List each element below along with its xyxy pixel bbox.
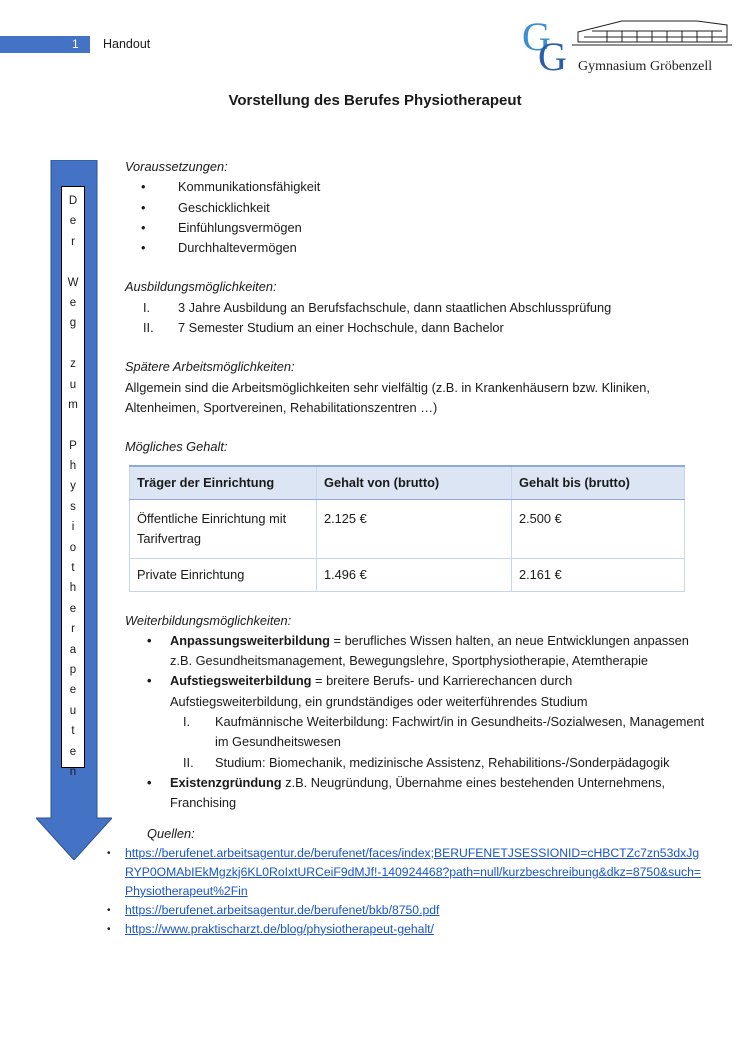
weiterbildung-sublist [170,712,705,773]
school-name: Gymnasium Gröbenzell [578,59,713,74]
voraussetzungen-list [125,177,705,258]
list-item [125,298,705,318]
school-logo [522,12,744,78]
table-row [130,558,685,591]
vertical-text [62,191,84,782]
table-header: Träger der Einrichtung [130,466,317,500]
list-item [125,773,705,814]
building-icon [572,21,732,45]
arrow-letter: P [69,439,77,452]
list-text: 3 Jahre Ausbildung an Berufsfachschule, dann staatlichen Abschlussprüfung [178,299,612,315]
weiterbildung-heading: Weiterbildungsmöglichkeiten: [125,612,292,628]
table-cell: 2.500 € [512,499,685,558]
gehalt-heading: Mögliches Gehalt: [125,439,228,455]
logo-letter-g2: G [538,34,567,78]
table-cell: Öffentliche Einrichtung mit Tarifvertrag [130,499,317,558]
page-number: 1 [72,37,79,51]
arrow-letter: e [69,296,77,309]
arrow-letter: e [69,745,77,758]
arbeit-text: Allgemein sind die Arbeitsmöglichkeiten sehr vielfältig (z.B. in Krankenhäusern bzw. Kliniken, Altenheimen, Sportvereinen, Rehabilitationszentren …) [125,379,650,415]
arrow-letter: t [71,725,75,738]
list-item: • Kommunikationsfähigkeit [125,177,705,197]
arrow-letter: r [71,235,75,248]
arrow-letter: D [68,195,78,207]
item-text: = breitere Berufs- und Karrierechancen durch Aufstiegsweiterbildung, ein grundständiges oder weiterführendes Studium [170,673,588,709]
arrow-letter: e [69,602,77,615]
arrow-letter: W [67,276,79,289]
arbeit-heading: Spätere Arbeitsmöglichkeiten: [125,359,295,375]
arrow-letter: u [69,704,77,717]
arrow-letter: o [69,541,77,554]
list-text: Kaufmännische Weiterbildung: Fachwirt/in in Gesundheits-/Sozialwesen, Management im Gesundheitswesen [215,714,705,750]
table-header: Gehalt von (brutto) [317,466,512,500]
list-item [115,844,705,901]
source-link[interactable]: https://www.praktischarzt.de/blog/physiotherapeut-gehalt/ [125,921,434,936]
arrow-letter: i [71,521,75,534]
list-item: • Einfühlungsvermögen [125,218,705,238]
arrow-letter: e [69,684,77,697]
item-text: z.B. Neugründung, Übernahme eines bestehenden Unternehmens, Franchising [170,774,666,811]
arrow-letter: e [69,215,77,228]
arrow-letter: p [69,663,77,676]
weiterbildung-list [125,631,705,814]
arrow-letter: h [69,582,77,595]
arrow-text-box [61,186,85,778]
arrow-letter: s [70,500,76,513]
page-title: Vorstellung des Berufes Physiotherapeut [228,92,522,109]
list-number: II. [143,320,154,336]
list-number: II. [183,754,194,770]
source-links [125,844,705,939]
arrow-letter: n [69,765,77,778]
list-item: • Durchhaltevermögen [125,238,705,258]
arrow-letter [62,334,84,354]
source-link[interactable]: https://berufenet.arbeitsagentur.de/berufenet/bkb/8750.pdf [125,902,440,917]
arrow-letter: t [71,562,75,575]
list-item [115,920,705,939]
arrow-letter: y [70,480,76,493]
table-cell: 2.125 € [317,499,512,558]
source-link[interactable]: https://berufenet.arbeitsagentur.de/berufenet/faces/index;BERUFENETJSESSIONID=cHBCTZc7zn53dxJgRYP0OMAbIEkMgzkj6KL0RoIxtURCeiF9dMJf!-140924468?path=null/kurzbeschreibung&dkz=8750&such=Physiotherapeut%2Fin [125,845,701,898]
list-item [115,901,705,920]
table-header: Gehalt bis (brutto) [512,466,685,500]
list-item [125,318,705,338]
ausbildung-list [125,298,705,339]
list-item [170,712,705,753]
arrow-letter: a [69,643,77,656]
logo-letter-g1: G [522,14,551,59]
list-text: Studium: Biomechanik, medizinische Assistenz, Rehabilitions-/Sonderpädagogik [215,754,670,770]
arrow-letter: z [70,358,76,371]
quellen-heading: Quellen: [147,825,195,841]
table-cell: 1.496 € [317,558,512,591]
list-item [170,753,705,773]
list-item [125,671,705,772]
arrow-letter: r [71,623,75,636]
item-text: = berufliches Wissen halten, an neue Entwicklungen anpassen z.B. Gesundheitsmanagement, Bewegungslehre, Sportphysiotherapie, Atemtherapie [170,632,689,669]
arrow-letter [62,415,84,435]
table-cell: Private Einrichtung [130,558,317,591]
arrow-letter [62,252,84,272]
item-term: Anpassungsweiterbildung [170,632,330,648]
header-label: Handout [103,37,151,51]
list-item [125,631,705,672]
voraussetzungen-heading: Voraussetzungen: [125,159,228,174]
main-content [125,157,705,939]
arrow-letter: m [68,398,78,411]
list-number: I. [143,299,151,315]
arrow-letter: u [69,378,77,391]
ausbildung-heading: Ausbildungsmöglichkeiten: [125,279,277,295]
list-item: • Geschicklichkeit [125,198,705,218]
arrow-letter: h [69,460,77,473]
item-term: Existenzgründung [170,774,282,790]
table-cell: 2.161 € [512,558,685,591]
salary-table [129,465,685,592]
list-text: 7 Semester Studium an einer Hochschule, dann Bachelor [178,320,504,336]
list-number: I. [183,714,191,730]
arrow-letter: g [69,317,77,330]
item-term: Aufstiegsweiterbildung [170,673,312,689]
table-row [130,499,685,558]
